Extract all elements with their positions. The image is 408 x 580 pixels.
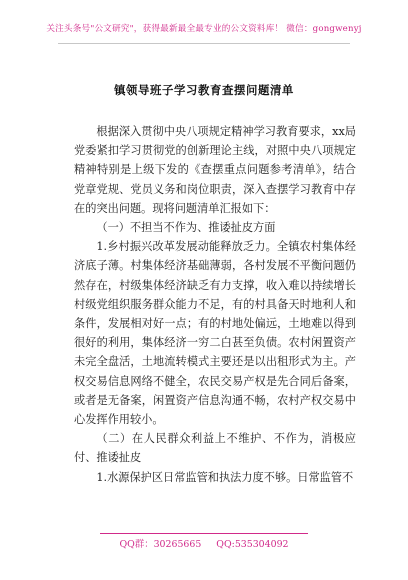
document-body bbox=[74, 122, 356, 487]
body-paragraph: 根据深入贯彻中央八项规定精神学习教育要求，xx局党委紧扣学习贯彻党的创新理论主线，对照中央八项规定精神特别是上级下发的《查摆重点问题参考清单》，结合党章党规、党员义务和岗位职责，深入查摆学习教育中存在的突出问题。现将问题清单汇报如下： bbox=[74, 125, 356, 215]
document-title: 镇领导班子学习教育查摆问题清单 bbox=[114, 83, 294, 97]
body-paragraph: 1.乡村振兴改革发展动能释放乏力。全镇农村集体经济底子薄。村集体经济基础薄弱，各村发展不平衡问题仍然存在，村级集体经济缺乏有力支撑，收入难以持续增长村级党组织服务群众能力不足，有的村具备天时地利人和条件，发展相对好一点；有的村地处偏远，土地难以得到很好的利用，集体经济一穷二白甚至负债。农村闲置资产未完全盘活，土地流转模式主要还是以出租形式为主。产权交易信息网络不健全，农民交易产权是先合同后备案，或者是无备案，闲置资产信息沟通不畅，农村产权交易中心发挥作用较小。 bbox=[74, 240, 356, 427]
footer-qq-group: QQ群：30265665 bbox=[119, 539, 202, 550]
footer-divider bbox=[100, 533, 308, 534]
body-paragraph: 1.水源保护区日常监管和执法力度不够。日常监管不 bbox=[96, 470, 354, 484]
header-banner: 关注头条号"公文研究"，获得最新最全最专业的公文资料库！ 微信：gongwenyj bbox=[46, 24, 362, 34]
section-heading: （一）不担当不作为、推诿扯皮方面 bbox=[96, 221, 276, 235]
footer-qq-number: QQ:535304092 bbox=[216, 539, 289, 550]
section-heading: （二）在人民群众利益上不维护、不作为，消极应付、推诿扯皮 bbox=[74, 432, 356, 465]
footer-contacts bbox=[0, 536, 408, 550]
header-divider bbox=[58, 43, 350, 44]
